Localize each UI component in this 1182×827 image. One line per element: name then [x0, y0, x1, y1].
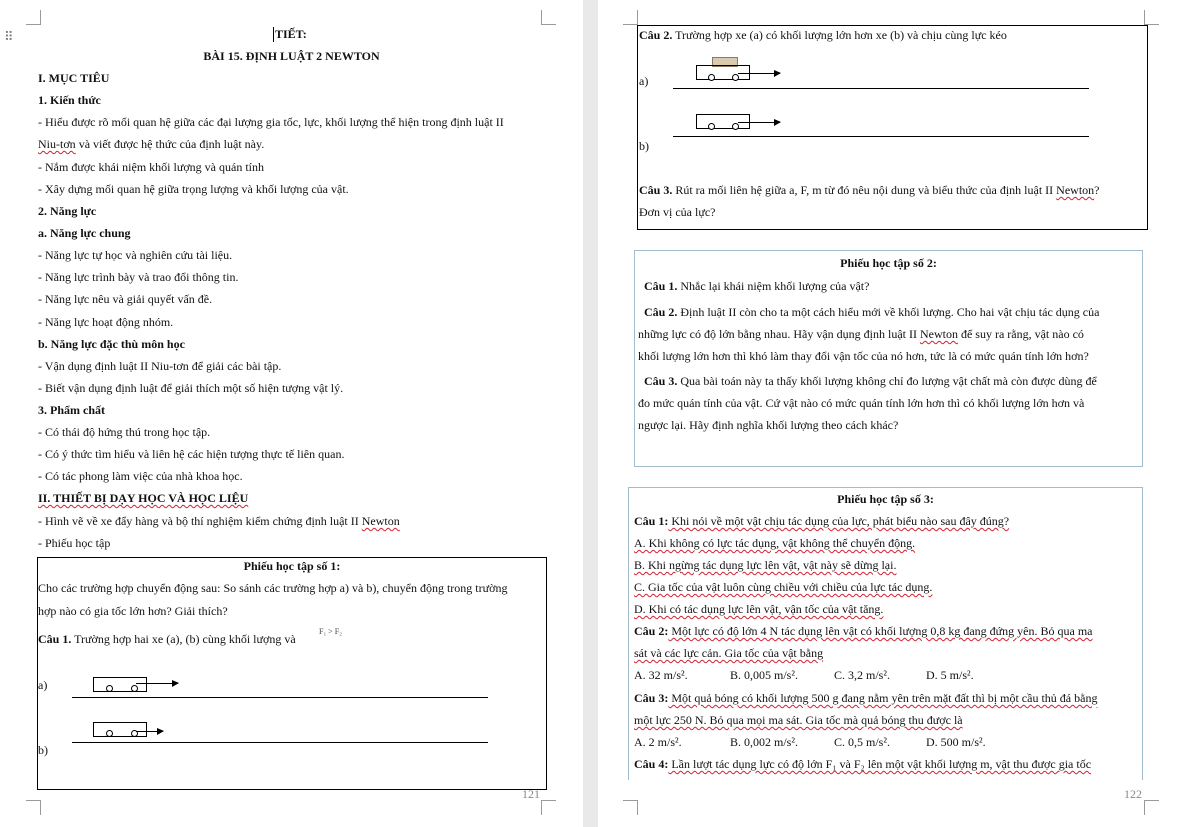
question-line — [634, 691, 1097, 706]
text-span: Lần lượt tác dụng lực có độ lớn F₁ và F₂ lên một vật khối lượng m, vật thu được gia tốc — [668, 757, 1092, 771]
text-span: Nhắc lại khái niệm khối lượng của vật? — [677, 279, 870, 293]
text-line: - Hiểu được rõ mối quan hệ giữa các đại lượng gia tốc, lực, khối lượng thể hiện trong định luật II — [38, 115, 504, 129]
question-line — [644, 374, 1097, 389]
subsection-heading: 3. Phẩm chất — [38, 403, 105, 417]
force-arrow — [738, 73, 780, 74]
question-line — [644, 305, 1099, 320]
text-line: - Vận dụng định luật II Niu-tơn để giải các bài tập. — [38, 359, 282, 373]
ground-line — [72, 742, 488, 743]
text-span: Định luật II còn cho ta một cách hiểu mới về khối lượng. Cho hai vật chịu tác dụng của — [677, 305, 1100, 319]
text-line: đo mức quán tính của vật. Cứ vật nào có mức quán tính lớn hơn thì có khối lượng lớn hơn và — [638, 396, 1085, 410]
question-label: Câu 2. — [644, 305, 678, 319]
question-label: Câu 1: — [634, 514, 669, 528]
crop-mark — [541, 10, 556, 25]
spellcheck-word: Newton — [1056, 183, 1095, 197]
text-line: ngược lại. Hãy định nghĩa khối lượng theo cách khác? — [638, 418, 899, 432]
worksheet-title: Phiếu học tập số 2: — [840, 256, 937, 270]
page-number: 121 — [522, 787, 540, 801]
crop-mark — [26, 10, 41, 25]
wheel — [131, 685, 138, 692]
wheel — [106, 685, 113, 692]
text-line: - Năng lực tự học và nghiên cứu tài liệu. — [38, 248, 233, 262]
cart-a — [93, 677, 147, 692]
text-line: - Xây dựng mối quan hệ giữa trọng lượng và khối lượng của vật. — [38, 182, 349, 196]
text-span: - Hình vẽ về xe đẩy hàng và bộ thí nghiệm kiểm chứng định luật II — [38, 514, 362, 528]
text-line: hợp nào có gia tốc lớn hơn? Giải thích? — [38, 604, 228, 618]
text-line: Đơn vị của lực? — [639, 205, 716, 219]
question-label: Câu 3. — [639, 183, 673, 197]
text-span: để suy ra rằng, vật nào có — [957, 327, 1084, 341]
answer-option[interactable]: A. 2 m/s². — [634, 735, 682, 749]
crop-mark — [541, 800, 556, 815]
text-span: Trường hợp xe (a) có khối lượng lớn hơn xe (b) và chịu cùng lực kéo — [672, 28, 1007, 42]
answer-option[interactable]: B. 0,002 m/s². — [730, 735, 798, 749]
formula: F₁ > F₂ — [319, 627, 342, 636]
question-label: Câu 1. — [644, 279, 678, 293]
text-line: Cho các trường hợp chuyển động sau: So sánh các trường hợp a) và b), chuyển động trong trường — [38, 581, 508, 595]
crop-mark — [1144, 800, 1159, 815]
section-heading: II. THIẾT BỊ DẠY HỌC VÀ HỌC LIỆU — [38, 491, 249, 505]
question-label: Câu 1. — [38, 632, 72, 646]
answer-option[interactable]: C. 3,2 m/s². — [834, 668, 890, 682]
subsection-heading: b. Năng lực đặc thù môn học — [38, 337, 185, 351]
section-heading: I. MỤC TIÊU — [38, 71, 110, 85]
spellcheck-word: Newton — [919, 327, 958, 341]
text-line: khối lượng lớn hơn thì khó làm thay đổi vận tốc của nó hơn, tức là có mức quán tính lớn hơn? — [638, 349, 1089, 363]
text-span: Qua bài toán này ta thấy khối lượng không chỉ đo lượng vật chất mà còn được dùng để — [677, 374, 1097, 388]
wheel — [708, 74, 715, 81]
text-line: - Có tác phong làm việc của nhà khoa học. — [38, 469, 243, 483]
answer-option[interactable]: C. 0,5 m/s². — [834, 735, 890, 749]
cart-b — [93, 722, 147, 737]
text-line: sát và các lực cản. Gia tốc của vật bằng — [634, 646, 824, 660]
answer-option[interactable]: C. Gia tốc của vật luôn cùng chiều với chiều của lực tác dụng. — [634, 580, 933, 594]
subsection-heading: 2. Năng lực — [38, 204, 97, 218]
case-label: a) — [38, 678, 48, 692]
subsection-heading: a. Năng lực chung — [38, 226, 131, 240]
text-line: - Năng lực nêu và giải quyết vấn đề. — [38, 292, 213, 306]
text-span: ? — [1094, 183, 1100, 197]
question-label: Câu 2. — [639, 28, 673, 42]
question-label: Câu 3: — [634, 691, 669, 705]
question-line — [639, 183, 1099, 198]
text-line: - Phiếu học tập — [38, 536, 111, 550]
ground-line — [673, 136, 1089, 137]
text-line: - Nắm được khái niệm khối lượng và quán tính — [38, 160, 264, 174]
text-span: Một lực có độ lớn 4 N tác dụng lên vật có khối lượng 0,8 kg đang đứng yên. Bỏ qua ma — [668, 624, 1093, 638]
question-line — [38, 632, 296, 647]
worksheet-title: Phiếu học tập số 3: — [837, 492, 934, 506]
answer-option[interactable]: A. 32 m/s². — [634, 668, 688, 682]
text-line — [638, 327, 1084, 342]
text-line: - Năng lực trình bày và trao đổi thông tin. — [38, 270, 239, 284]
text-span: Một quả bóng có khối lượng 500 g đang nằm yên trên mặt đất thì bị một cầu thủ đá bằng — [668, 691, 1098, 705]
text-line: - Năng lực hoạt động nhóm. — [38, 315, 174, 329]
lesson-period: TIẾT: — [275, 27, 307, 41]
answer-option[interactable]: A. Khi không có lực tác dụng, vật không thể chuyển động. — [634, 536, 916, 550]
case-label: b) — [639, 139, 649, 153]
text-span: Rút ra mối liên hệ giữa a, F, m từ đó nêu nội dung và biểu thức của định luật II — [672, 183, 1057, 197]
wheel — [708, 123, 715, 130]
answer-option[interactable]: D. 500 m/s². — [926, 735, 986, 749]
force-arrow — [738, 122, 780, 123]
question-line — [639, 28, 1007, 43]
wheel — [106, 730, 113, 737]
page-number: 122 — [1124, 787, 1142, 801]
spellcheck-word: Niu-tơn — [38, 137, 76, 151]
worksheet-title: Phiếu học tập số 1: — [243, 559, 341, 573]
question-line — [644, 279, 869, 294]
question-line — [634, 757, 1091, 772]
answer-option[interactable]: B. 0,005 m/s². — [730, 668, 798, 682]
text-line: - Biết vận dụng định luật để giải thích một số hiện tượng vật lý. — [38, 381, 344, 395]
text-span: Khi nói về một vật chịu tác dụng của lực, phát biểu nào sau đây đúng? — [668, 514, 1010, 528]
lesson-title: BÀI 15. ĐỊNH LUẬT 2 NEWTON — [203, 49, 380, 63]
question-line — [634, 624, 1092, 639]
question-label: Câu 4: — [634, 757, 669, 771]
wheel — [732, 74, 739, 81]
crop-mark — [623, 10, 638, 25]
case-label: b) — [38, 743, 48, 757]
answer-option[interactable]: D. 5 m/s². — [926, 668, 974, 682]
text-line: - Có ý thức tìm hiểu và liên hệ các hiện tượng thực tế liên quan. — [38, 447, 345, 461]
text-span: những lực có độ lớn bằng nhau. Hãy vận dụng định luật II — [638, 327, 920, 341]
page-122 — [598, 0, 1182, 827]
crop-mark — [26, 800, 41, 815]
ground-line — [72, 697, 488, 698]
text-line — [38, 514, 400, 529]
subsection-heading: 1. Kiến thức — [38, 93, 101, 107]
question-label: Câu 2: — [634, 624, 669, 638]
question-label: Câu 3. — [644, 374, 678, 388]
answer-option[interactable]: B. Khi ngừng tác dụng lực lên vật, vật này sẽ dừng lại. — [634, 558, 897, 572]
page-121 — [0, 0, 583, 827]
text-line: một lực 250 N. Bỏ qua mọi ma sát. Gia tốc mà quả bóng thu được là — [634, 713, 963, 727]
force-arrow — [136, 683, 178, 684]
text-span: và viết được hệ thức của định luật này. — [75, 137, 265, 151]
wheel — [732, 123, 739, 130]
drag-handle-icon[interactable]: ⠿ — [4, 30, 14, 45]
crop-mark — [623, 800, 638, 815]
answer-option[interactable]: D. Khi có tác dụng lực lên vật, vận tốc của vật tăng. — [634, 602, 884, 616]
ground-line — [673, 88, 1089, 89]
case-label: a) — [639, 74, 649, 88]
force-arrow — [136, 731, 163, 732]
text-line: - Có thái độ hứng thú trong học tập. — [38, 425, 211, 439]
question-line — [634, 514, 1009, 529]
text-line — [38, 137, 264, 152]
spellcheck-word: Newton — [361, 514, 400, 528]
crop-mark — [1144, 10, 1159, 25]
text-span: Trường hợp hai xe (a), (b) cùng khối lượng và — [71, 632, 296, 646]
